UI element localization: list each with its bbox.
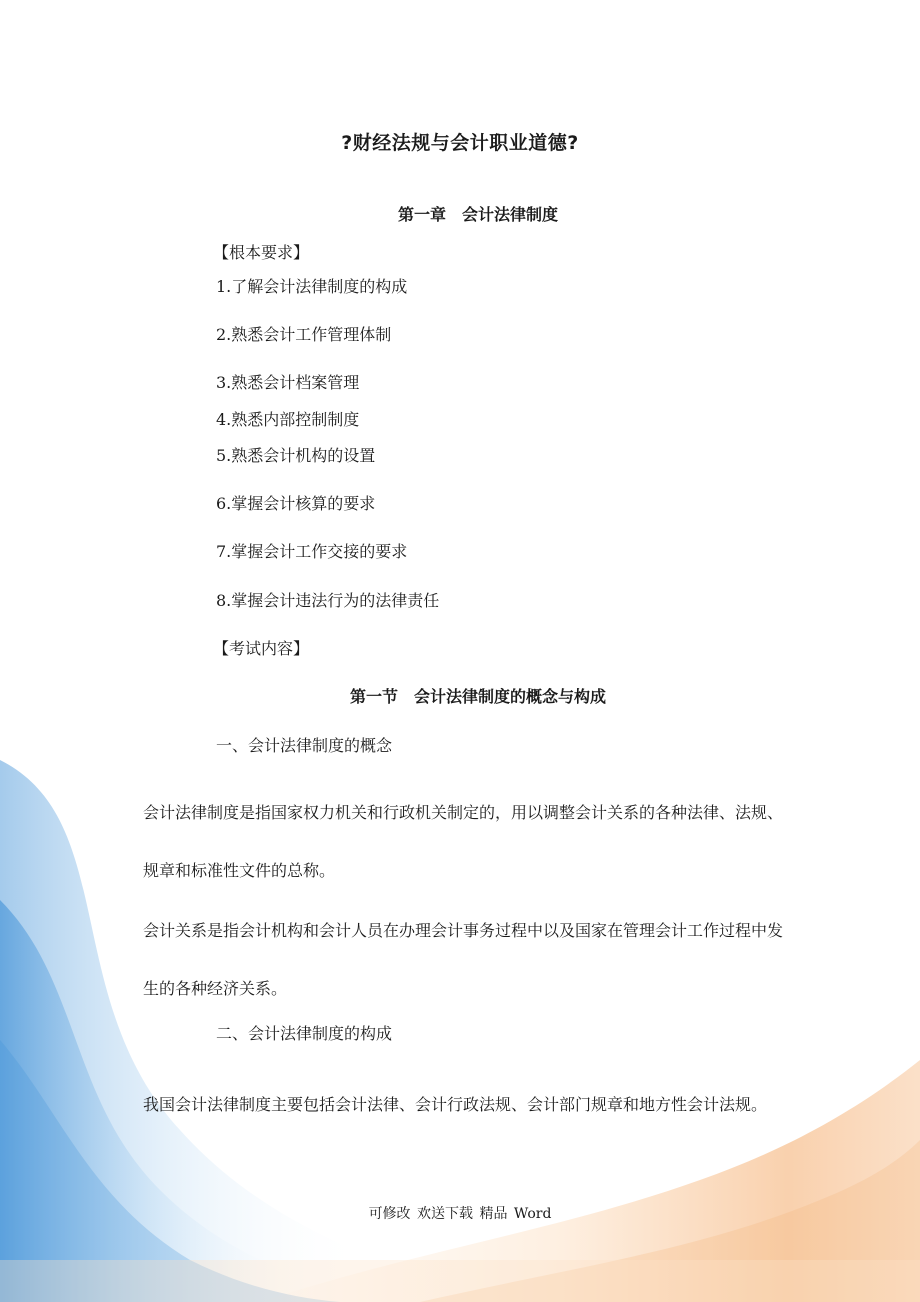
section-title: 第一节 会计法律制度的概念与构成 — [349, 687, 606, 706]
requirement-item: 5.熟悉会计机构的设置 — [216, 446, 376, 465]
requirement-item: 6.掌握会计核算的要求 — [216, 494, 376, 513]
requirement-item: 1.了解会计法律制度的构成 — [216, 277, 408, 296]
requirement-item: 2.熟悉会计工作管理体制 — [216, 325, 392, 344]
subsection-heading: 一、会计法律制度的概念 — [216, 736, 393, 755]
requirement-item: 4.熟悉内部控制制度 — [216, 410, 360, 429]
chapter-title: 第一章 会计法律制度 — [397, 205, 558, 224]
exam-content-heading: 【考试内容】 — [213, 639, 310, 658]
basic-requirements-heading: 【根本要求】 — [213, 243, 310, 262]
subsection-heading: 二、会计法律制度的构成 — [216, 1024, 393, 1043]
requirement-item: 8.掌握会计违法行为的法律责任 — [216, 591, 440, 610]
paragraph: 我国会计法律制度主要包括会计法律、会计行政法规、会计部门规章和地方性会计法规。 — [143, 1095, 768, 1114]
paragraph: 会计法律制度是指国家权力机关和行政机关制定的，用以调整会计关系的各种法律、法规、规章和标准性文件的总称。 — [143, 803, 784, 880]
footer-text: 可修改 欢送下载 精品 Word — [368, 1206, 552, 1222]
paragraph: 会计关系是指会计机构和会计人员在办理会计事务过程中以及国家在管理会计工作过程中发生的各种经济关系。 — [143, 921, 784, 998]
document-title: ?财经法规与会计职业道德? — [341, 132, 579, 154]
requirement-item: 7.掌握会计工作交接的要求 — [216, 542, 408, 561]
requirement-item: 3.熟悉会计档案管理 — [216, 373, 360, 392]
